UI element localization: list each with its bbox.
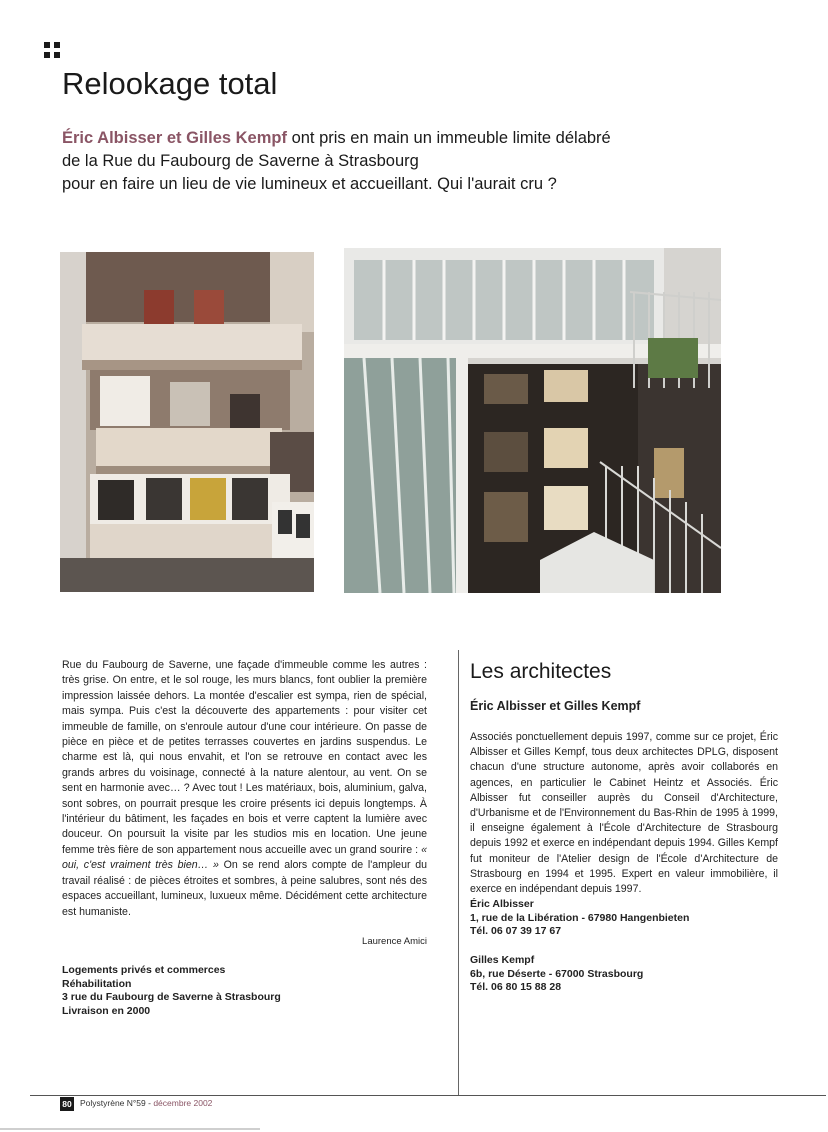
body-text-end: On se rend alors compte de l'ampleur du travail réalisé : de pièces étroites et sombres, à peine salubres, sont nés des espaces accueillant, lumineux, luxueux même. Décidément cette architecture est humaniste.	[62, 859, 427, 918]
intro-text-3: pour en faire un lieu de vie lumineux et accueillant. Qui l'aurait cru ?	[62, 175, 557, 193]
section-marker-icon	[44, 42, 60, 58]
photo-glazed-courtyard	[344, 248, 721, 593]
intro-authors: Éric Albisser et Gilles Kempf	[62, 129, 287, 147]
contact-kempf	[470, 954, 790, 995]
project-info	[62, 964, 422, 1018]
project-delivery: Livraison en 2000	[62, 1004, 151, 1017]
project-address: 3 rue du Faubourg de Saverne à Strasbourg	[62, 991, 281, 1004]
intro-text-2: de la Rue du Faubourg de Saverne à Strasbourg	[62, 152, 419, 170]
architects-names: Éric Albisser et Gilles Kempf	[470, 699, 641, 713]
architects-bio: Associés ponctuellement depuis 1997, comme sur ce projet, Éric Albisser et Gilles Kempf, tous deux architectes DPLG, disposent chacun d'une structure autonome, après avoir collaborés en agences, en particulier le Cabinet Heintz et Associés. Éric Albisser fut conseiller auprès du Conseil d'Architecture, d'Urbanisme et de l'Environnement du Bas-Rhin de 1995 à 1999, il enseigne également à l'École d'Architecture de Strasbourg depuis 1992 et exerce en indépendant depuis 1994. Gilles Kempf fut moniteur de l'Atelier design de l'École d'Architecture de Strasbourg en 1994 et 1995. Expert en valeur immobilière, il exerce en indépendant depuis 1997.	[470, 731, 778, 896]
project-operation: Réhabilitation	[62, 977, 132, 990]
photo-courtyard-facade	[60, 252, 314, 592]
contact-address: 6b, rue Déserte - 67000 Strasbourg	[470, 967, 644, 980]
architects-heading: Les architectes	[470, 660, 612, 683]
column-divider	[458, 650, 459, 1095]
contact-name: Éric Albisser	[470, 898, 534, 910]
contact-albisser	[470, 898, 790, 939]
issue-date: décembre 2002	[153, 1098, 213, 1108]
footer-rule	[30, 1095, 826, 1096]
contact-phone: Tél. 06 80 15 88 28	[470, 981, 562, 994]
body-quote: « oui, c'est vraiment très bien… »	[62, 843, 427, 872]
article-signature: Laurence Amici	[362, 936, 427, 947]
article-intro	[62, 127, 762, 196]
contact-phone: Tél. 06 07 39 17 67	[470, 925, 562, 938]
body-text-start: Rue du Faubourg de Saverne, une façade d'immeuble comme les autres : très grise. On entre, et le sol rouge, les murs blancs, font oublier la première impression laissée dehors. La montée d'escalier est sympa, rien de spécial, mais sympa. Puis c'est la découverte des appartements : pour visiter cet immeuble de famille, on s'enroule autour d'une cour intérieure. On passe de pièce en pièce et de petites terrasses couvertes en jardins suspendus. Le charme est là, qui nous envahit, et l'on se retrouve en contact avec les grands arbres du voisinage, connecté à la nature alentour, au vent. On se sent en harmonie avec… ? Avec tout ! Les matériaux, bois, aluminium, galva, sont sobres, on pourrait presque les croire présents ici depuis longtemps. À l'intérieur du bâtiment, les façades en bois et verre captent la lumière avec douceur. On poursuit la visite par les studios mis en location. Une jeune femme très fière de son appartement nous accueille avec un grand sourire :	[62, 659, 427, 856]
scan-edge	[0, 1128, 260, 1130]
article-title: Relookage total	[62, 66, 278, 101]
intro-text-1: ont pris en main un immeuble limite délabré	[286, 129, 611, 147]
contact-address: 1, rue de la Libération - 67980 Hangenbieten	[470, 911, 690, 924]
page-number: 80	[60, 1097, 74, 1111]
project-type: Logements privés et commerces	[62, 964, 226, 976]
magazine-name: Polystyrène N°59 -	[80, 1098, 154, 1108]
article-body	[62, 658, 427, 920]
magazine-info	[80, 1098, 212, 1108]
contact-name: Gilles Kempf	[470, 954, 535, 966]
